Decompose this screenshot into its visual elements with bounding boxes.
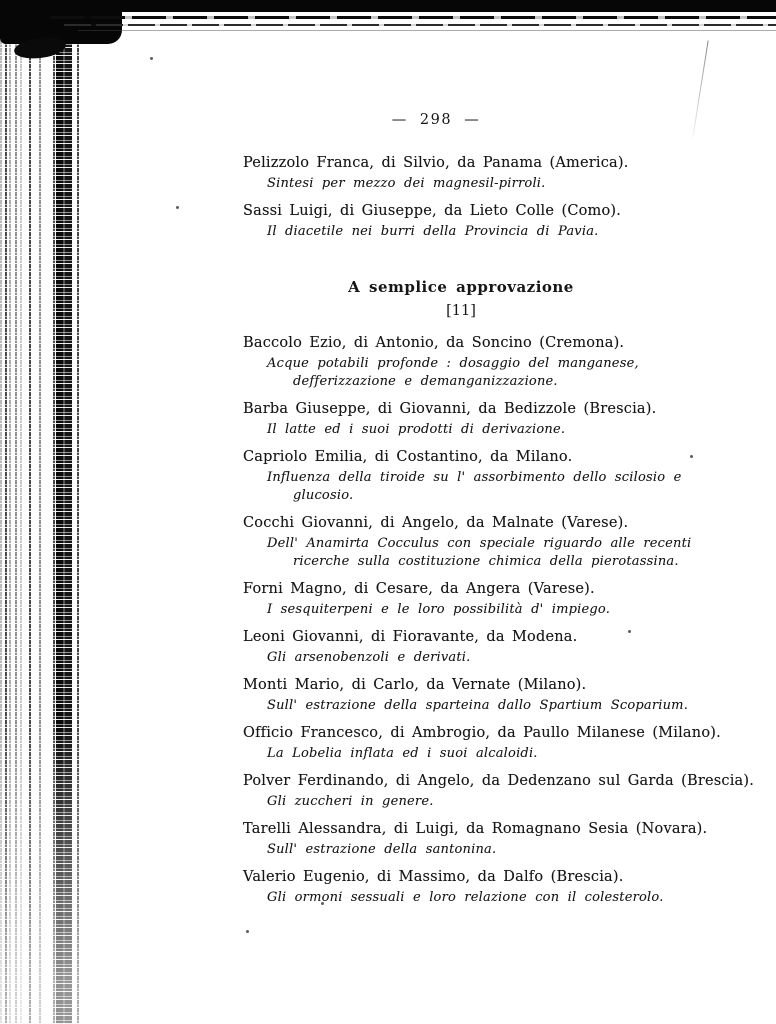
section-number: [11] (446, 303, 476, 319)
candidate-name: Valerio Eugenio, di Massimo, da Dalfo (Brescia). (243, 869, 624, 885)
section-heading: A semplice approvazione (348, 278, 574, 296)
catalog-entry (243, 675, 735, 715)
catalog-entry (243, 579, 735, 619)
catalog-entry (243, 819, 735, 859)
preliminary-entries (243, 153, 735, 241)
candidate-name: Baccolo Ezio, di Antonio, da Soncino (Cremona). (243, 335, 625, 351)
thesis-title: I sesquiterpeni e le loro possibilità d' impiego. (267, 602, 611, 617)
thesis-title: Sull' estrazione della sparteina dallo Spartium Scoparium. (267, 698, 689, 713)
page-content (243, 0, 755, 915)
scan-speck (246, 930, 249, 933)
candidate-name: Sassi Luigi, di Giuseppe, da Lieto Colle (Como). (243, 203, 622, 219)
catalog-entry (243, 399, 735, 439)
thesis-title: Gli ormoni sessuali e loro relazione con il colesterolo. (267, 890, 664, 905)
catalog-entry (243, 771, 755, 811)
thesis-title: Gli arsenobenzoli e derivati. (267, 650, 471, 665)
thesis-title: Sintesi per mezzo dei magnesil-pirroli. (267, 176, 546, 191)
page-number: — 298 — (391, 112, 481, 128)
catalog-entry (243, 513, 735, 571)
catalog-entry (243, 867, 735, 907)
catalog-entry (243, 333, 735, 391)
thesis-title: Acque potabili profonde : dosaggio del manganese, defferizzazione e demanganizzazione. (267, 356, 639, 389)
thesis-title: Il latte ed i suoi prodotti di derivazione. (267, 422, 566, 437)
candidate-name: Polver Ferdinando, di Angelo, da Dedenzano sul Garda (Brescia). (243, 773, 755, 789)
thesis-title: Sull' estrazione della santonina. (267, 842, 497, 857)
candidate-name: Cocchi Giovanni, di Angelo, da Malnate (Varese). (243, 515, 629, 531)
candidate-name: Pelizzolo Franca, di Silvio, da Panama (America). (243, 155, 629, 171)
candidate-name: Monti Mario, di Carlo, da Vernate (Milano). (243, 677, 587, 693)
binding-edge-fade (0, 724, 82, 1024)
catalog-entry (243, 201, 735, 241)
thesis-title: Il diacetile nei burri della Provincia di Pavia. (267, 224, 599, 239)
candidate-name: Officio Francesco, di Ambrogio, da Paullo Milanese (Milano). (243, 725, 721, 741)
candidate-name: Tarelli Alessandra, di Luigi, da Romagnano Sesia (Novara). (243, 821, 708, 837)
approval-entries (243, 333, 755, 907)
top-left-corner-shadow (0, 0, 122, 44)
thesis-title: Influenza della tiroide su l' assorbimento dello scilosio e glucosio. (267, 470, 682, 503)
candidate-name: Capriolo Emilia, di Costantino, da Milano. (243, 449, 573, 465)
catalog-entry (243, 723, 735, 763)
candidate-name: Forni Magno, di Cesare, da Angera (Varese). (243, 581, 595, 597)
scan-speck (150, 57, 153, 60)
catalog-entry (243, 447, 735, 505)
thesis-title: La Lobelia inflata ed i suoi alcaloidi. (267, 746, 538, 761)
candidate-name: Barba Giuseppe, di Giovanni, da Bedizzole (Brescia). (243, 401, 657, 417)
thesis-title: Gli zuccheri in genere. (267, 794, 434, 809)
catalog-entry (243, 627, 735, 667)
candidate-name: Leoni Giovanni, di Fioravante, da Modena. (243, 629, 578, 645)
scan-speck (176, 206, 179, 209)
thesis-title: Dell' Anamirta Cocculus con speciale riguardo alle recenti ricerche sulla costituzione chimica della pierotassina. (267, 536, 692, 569)
catalog-entry (243, 153, 735, 193)
